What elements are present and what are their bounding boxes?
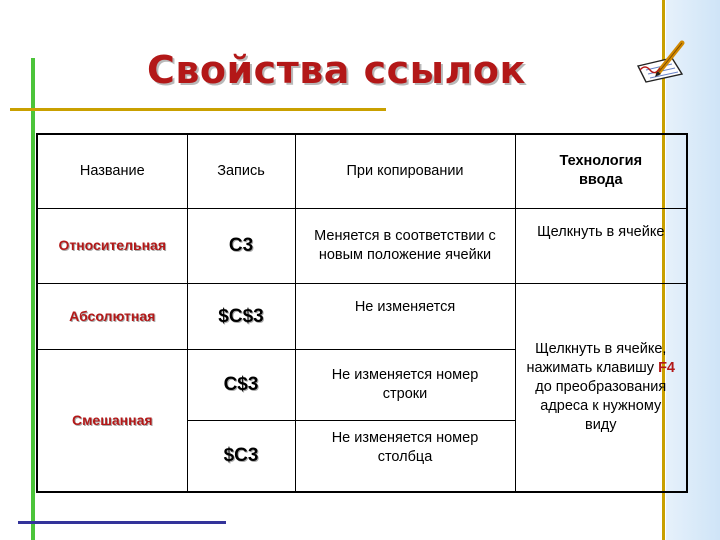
relative-input: Щелкнуть в ячейке — [515, 208, 687, 283]
relative-notation: C3 — [187, 208, 295, 283]
header-name: Название — [37, 134, 187, 208]
absolute-notation: $C$3 — [187, 283, 295, 349]
header-input: Технология ввода — [515, 134, 687, 208]
absolute-name: Абсолютная — [37, 283, 187, 349]
shared-input-after: до преобразования адреса к нужному виду — [535, 378, 667, 433]
absolute-copy: Не изменяется — [295, 283, 515, 349]
table-row-absolute — [37, 283, 687, 349]
relative-name: Относительная — [37, 208, 187, 283]
mixed-row-copy: Не изменяется номер строки — [295, 349, 515, 420]
relative-copy: Меняется в соответствии с новым положение ячейки — [295, 208, 515, 283]
slide-title: Свойства ссылок — [147, 48, 526, 92]
f4-key-label: F4 — [658, 359, 675, 376]
mixed-col-notation: $C3 — [187, 420, 295, 492]
header-notation: Запись — [187, 134, 295, 208]
table-header-row — [37, 134, 687, 208]
shared-input-cell — [515, 283, 687, 492]
header-copy: При копировании — [295, 134, 515, 208]
table-row-relative — [37, 208, 687, 283]
green-vertical-line — [31, 58, 35, 540]
mixed-row-notation: C$3 — [187, 349, 295, 420]
shared-input-before: Щелкнуть в ячейке, нажимать клавишу — [526, 340, 667, 376]
navy-horizontal-line — [18, 521, 226, 524]
mixed-col-copy: Не изменяется номер столбца — [295, 420, 515, 492]
gold-horizontal-line — [10, 108, 386, 111]
pen-and-paper-icon — [632, 40, 688, 86]
link-properties-table — [36, 133, 688, 493]
mixed-name: Смешанная — [37, 349, 187, 492]
